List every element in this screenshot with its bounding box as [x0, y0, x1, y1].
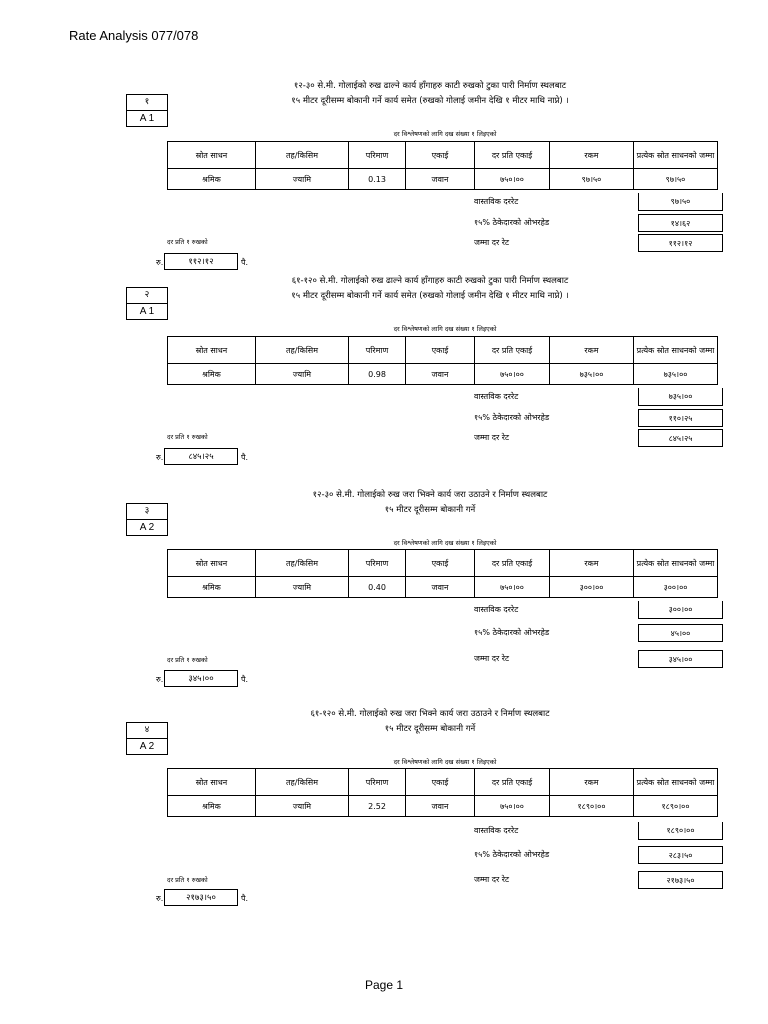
cell-unit-rate: ७५०।००: [475, 364, 550, 385]
col-header-unit-rate: दर प्रति एकाई: [475, 142, 550, 169]
item-code: A 1: [127, 110, 167, 126]
col-header-unit: एकाई: [406, 769, 475, 796]
table-row: [168, 577, 718, 598]
col-header-unit-rate: दर प्रति एकाई: [475, 769, 550, 796]
cell-resource: श्रमिक: [168, 169, 256, 190]
analysis-caption: दर विश्लेषणको लागि दख संख्या १ लिइएको: [393, 130, 497, 138]
col-header-level: तह/किसिम: [256, 337, 349, 364]
col-header-resource: स्रोत साधन: [168, 550, 256, 577]
total-rate-value: ११२।१२: [638, 234, 723, 252]
rate-table: [167, 336, 718, 385]
item-description: [170, 707, 690, 737]
total-rate-label: जम्मा दर रेट: [474, 238, 510, 247]
col-header-unit: एकाई: [406, 550, 475, 577]
per-unit-label: दर प्रति १ रुखको: [167, 433, 208, 441]
actual-rate-value: १८९०।००: [638, 822, 723, 840]
final-rate-box: ८४५।२५: [164, 448, 238, 465]
item-id-box: [126, 722, 168, 755]
rate-table: [167, 141, 718, 190]
col-header-amount: रकम: [550, 550, 634, 577]
currency-prefix: रु.: [156, 453, 164, 462]
cell-unit-rate: ७५०।००: [475, 796, 550, 817]
overhead-label: १५% ठेकेदारको ओभरहेड: [474, 218, 550, 227]
cell-level: ज्यामि: [256, 577, 349, 598]
cell-level: ज्यामि: [256, 796, 349, 817]
col-header-resource: स्रोत साधन: [168, 769, 256, 796]
description-line-1: ६१-१२० से.मी. गोलाईको रुख जरा भिक्ने कार्य जरा उठाउने र निर्माण स्थलबाट: [310, 709, 550, 719]
per-unit-label: दर प्रति १ रुखको: [167, 238, 208, 246]
table-header-row: [168, 142, 718, 169]
currency-suffix: पै.: [241, 258, 249, 267]
cell-amount: १८९०।००: [550, 796, 634, 817]
rate-table: [167, 768, 718, 817]
total-rate-label: जम्मा दर रेट: [474, 433, 510, 442]
table-header-row: [168, 337, 718, 364]
item-description: [170, 79, 690, 109]
description-line-1: १२-३० से.मी. गोलाईको रुख ढाल्ने कार्य हाँगाहरु काटी रुखको टुका पारी निर्माण स्थलबाट: [293, 81, 567, 91]
cell-amount: ७३५।००: [550, 364, 634, 385]
total-rate-value: ८४५।२५: [638, 429, 723, 447]
item-number: ४: [144, 725, 150, 735]
overhead-label: १५% ठेकेदारको ओभरहेड: [474, 413, 550, 422]
analysis-caption: दर विश्लेषणको लागि दख संख्या १ लिइएको: [393, 758, 497, 766]
col-header-quantity: परिमाण: [349, 769, 406, 796]
table-row: [168, 169, 718, 190]
cell-unit: जवान: [406, 577, 475, 598]
description-line-1: ६१-१२० से.मी. गोलाईको रुख ढाल्ने कार्य हाँगाहरु काटी रुखको टुका पारी निर्माण स्थलबाट: [291, 276, 569, 286]
per-unit-label: दर प्रति १ रुखको: [167, 656, 208, 664]
col-header-quantity: परिमाण: [349, 550, 406, 577]
rate-section-4: [0, 705, 768, 915]
item-number: १: [144, 97, 150, 107]
col-header-unit: एकाई: [406, 337, 475, 364]
col-header-unit: एकाई: [406, 142, 475, 169]
overhead-label: १५% ठेकेदारको ओभरहेड: [474, 628, 550, 637]
cell-resource-total: ७३५।००: [634, 364, 718, 385]
analysis-caption: दर विश्लेषणको लागि दख संख्या १ लिइएको: [393, 539, 497, 547]
col-header-amount: रकम: [550, 769, 634, 796]
cell-unit: जवान: [406, 796, 475, 817]
cell-resource: श्रमिक: [168, 577, 256, 598]
description-line-2: १५ मीटर दूरीसम्म बोकानी गर्ने: [384, 505, 476, 515]
overhead-value: ११०।२५: [638, 409, 723, 427]
analysis-caption: दर विश्लेषणको लागि दख संख्या १ लिइएको: [393, 325, 497, 333]
currency-suffix: पै.: [241, 894, 249, 903]
cell-resource-total: ३००।००: [634, 577, 718, 598]
overhead-value: ४५।००: [638, 624, 723, 642]
col-header-resource: स्रोत साधन: [168, 337, 256, 364]
currency-suffix: पै.: [241, 675, 249, 684]
description-line-1: १२-३० से.मी. गोलाईको रुख जरा भिक्ने कार्य जरा उठाउने र निर्माण स्थलबाट: [312, 490, 548, 500]
cell-resource: श्रमिक: [168, 796, 256, 817]
item-id-box: [126, 287, 168, 320]
rate-section-1: [0, 75, 768, 285]
col-header-quantity: परिमाण: [349, 142, 406, 169]
col-header-resource-total: प्रत्येक स्रोत साधनको जम्मा: [634, 337, 718, 364]
col-header-resource-total: प्रत्येक स्रोत साधनको जम्मा: [634, 550, 718, 577]
table-row: [168, 796, 718, 817]
cell-quantity: 0.98: [349, 364, 406, 385]
col-header-level: तह/किसिम: [256, 769, 349, 796]
cell-unit-rate: ७५०।००: [475, 169, 550, 190]
cell-level: ज्यामि: [256, 364, 349, 385]
cell-unit: जवान: [406, 364, 475, 385]
page-header-title: Rate Analysis 077/078: [69, 28, 199, 43]
actual-rate-label: वास्तविक दररेट: [474, 826, 519, 835]
cell-level: ज्यामि: [256, 169, 349, 190]
description-line-2: १५ मीटर दूरीसम्म बोकानी गर्ने कार्य समेत (रुखको गोलाई जमीन देखि १ मीटर माथि नाप्ने) ।: [291, 291, 569, 301]
item-id-box: [126, 503, 168, 536]
actual-rate-label: वास्तविक दररेट: [474, 197, 519, 206]
cell-quantity: 0.40: [349, 577, 406, 598]
currency-prefix: रु.: [156, 258, 164, 267]
cell-resource-total: ९७।५०: [634, 169, 718, 190]
final-rate-box: ३४५।००: [164, 670, 238, 687]
total-rate-label: जम्मा दर रेट: [474, 875, 510, 884]
table-row: [168, 364, 718, 385]
final-rate-box: २१७३।५०: [164, 889, 238, 906]
final-rate-box: ११२।१२: [164, 253, 238, 270]
table-header-row: [168, 550, 718, 577]
cell-quantity: 0.13: [349, 169, 406, 190]
col-header-resource-total: प्रत्येक स्रोत साधनको जम्मा: [634, 769, 718, 796]
cell-resource-total: १८९०।००: [634, 796, 718, 817]
currency-prefix: रु.: [156, 675, 164, 684]
cell-resource: श्रमिक: [168, 364, 256, 385]
actual-rate-value: ३००।००: [638, 601, 723, 619]
description-line-2: १५ मीटर दूरीसम्म बोकानी गर्ने: [384, 724, 476, 734]
col-header-level: तह/किसिम: [256, 550, 349, 577]
per-unit-label: दर प्रति १ रुखको: [167, 876, 208, 884]
cell-quantity: 2.52: [349, 796, 406, 817]
col-header-resource: स्रोत साधन: [168, 142, 256, 169]
col-header-unit-rate: दर प्रति एकाई: [475, 337, 550, 364]
cell-amount: ९७।५०: [550, 169, 634, 190]
overhead-label: १५% ठेकेदारको ओभरहेड: [474, 850, 550, 859]
rate-section-2: [0, 270, 768, 480]
item-code: A 2: [127, 738, 167, 754]
item-description: [170, 274, 690, 304]
col-header-amount: रकम: [550, 142, 634, 169]
rate-table: [167, 549, 718, 598]
cell-unit: जवान: [406, 169, 475, 190]
actual-rate-label: वास्तविक दररेट: [474, 392, 519, 401]
description-line-2: १५ मीटर दूरीसम्म बोकानी गर्ने कार्य समेत (रुखको गोलाई जमीन देखि १ मीटर माथि नाप्ने) ।: [291, 96, 569, 106]
total-rate-label: जम्मा दर रेट: [474, 654, 510, 663]
cell-amount: ३००।००: [550, 577, 634, 598]
actual-rate-value: ९७।५०: [638, 193, 723, 211]
total-rate-value: ३४५।००: [638, 650, 723, 668]
table-header-row: [168, 769, 718, 796]
item-number: २: [144, 290, 150, 300]
overhead-value: २८३।५०: [638, 846, 723, 864]
currency-suffix: पै.: [241, 453, 249, 462]
item-description: [170, 488, 690, 518]
item-number: ३: [144, 506, 150, 516]
col-header-unit-rate: दर प्रति एकाई: [475, 550, 550, 577]
item-code: A 1: [127, 303, 167, 319]
page-footer: Page 1: [364, 978, 404, 992]
item-code: A 2: [127, 519, 167, 535]
cell-unit-rate: ७५०।००: [475, 577, 550, 598]
col-header-resource-total: प्रत्येक स्रोत साधनको जम्मा: [634, 142, 718, 169]
overhead-value: १४।६२: [638, 214, 723, 232]
col-header-quantity: परिमाण: [349, 337, 406, 364]
col-header-amount: रकम: [550, 337, 634, 364]
item-id-box: [126, 94, 168, 127]
currency-prefix: रु.: [156, 894, 164, 903]
actual-rate-label: वास्तविक दररेट: [474, 605, 519, 614]
total-rate-value: २१७३।५०: [638, 871, 723, 889]
rate-section-3: [0, 485, 768, 695]
actual-rate-value: ७३५।००: [638, 388, 723, 406]
col-header-level: तह/किसिम: [256, 142, 349, 169]
